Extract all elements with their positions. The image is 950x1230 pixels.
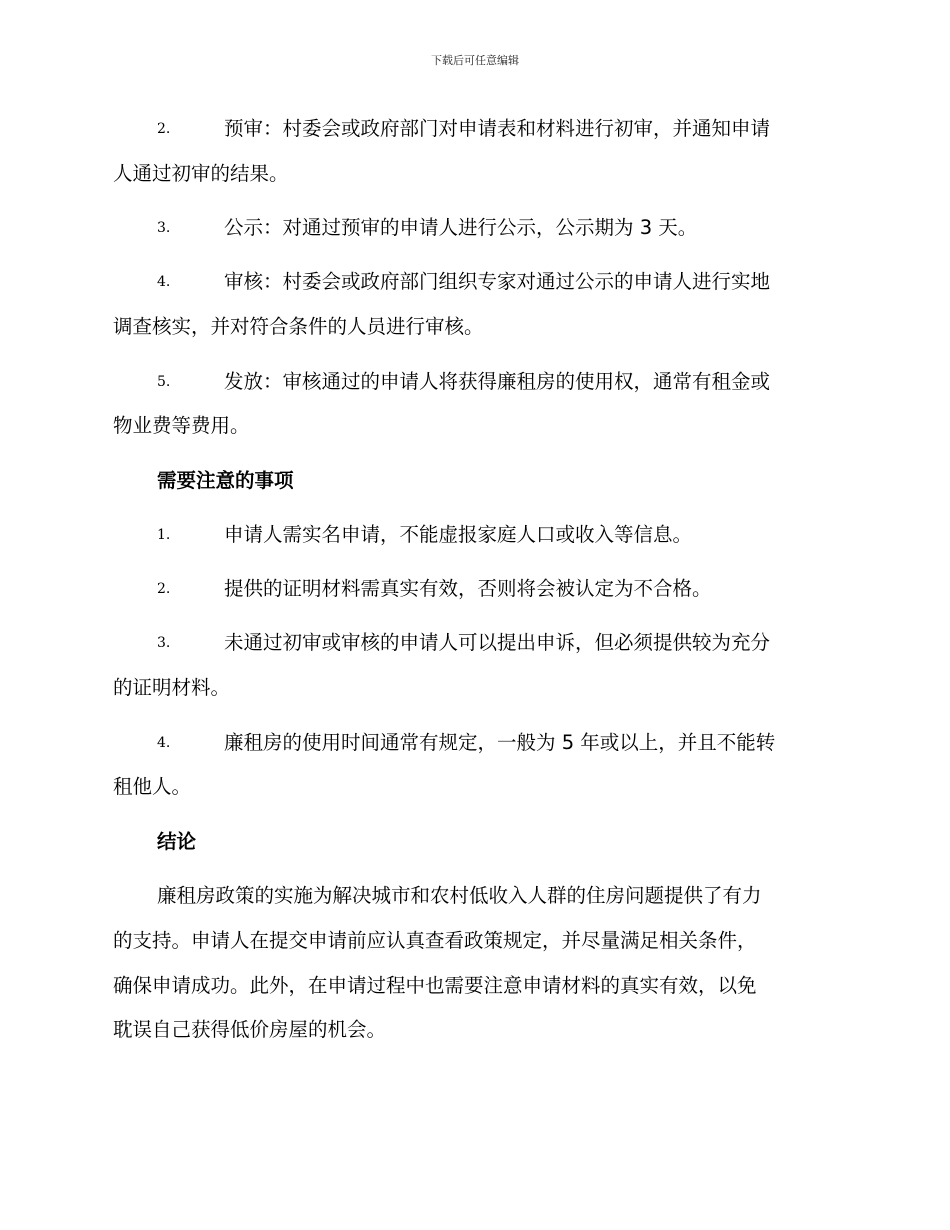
note-text: 提供的证明材料需真实有效，否则将会被认定为不合格。 (224, 577, 712, 600)
step-text: 预审：村委会或政府部门对申请表和材料进行初审，并通知申请 (224, 117, 771, 140)
step-text-continued: 人通过初审的结果。 (113, 162, 289, 185)
note-text-continued: 租他人。 (113, 775, 192, 798)
note-text: 廉租房的使用时间通常有规定，一般为 5 年或以上，并且不能转 (224, 731, 776, 754)
section-heading-notes: 需要注意的事项 (157, 469, 294, 492)
note-number: 1. (157, 527, 171, 543)
step-text: 公示：对通过预审的申请人进行公示，公示期为 3 天。 (224, 216, 698, 239)
step-number: 3. (157, 220, 171, 236)
step-number: 2. (157, 121, 171, 137)
step-text-continued: 调查核实，并对符合条件的人员进行审核。 (113, 315, 484, 338)
conclusion-paragraph-line: 耽误自己获得低价房屋的机会。 (113, 1018, 387, 1041)
step-text: 审核：村委会或政府部门组织专家对通过公示的申请人进行实地 (224, 270, 771, 293)
note-number: 3. (157, 635, 171, 651)
page-header: 下载后可任意编辑 (431, 54, 519, 67)
note-text: 申请人需实名申请，不能虚报家庭人口或收入等信息。 (224, 523, 693, 546)
conclusion-paragraph-line: 廉租房政策的实施为解决城市和农村低收入人群的住房问题提供了有力 (157, 884, 762, 907)
conclusion-paragraph-line: 确保申请成功。此外，在申请过程中也需要注意申请材料的真实有效，以免 (113, 974, 757, 997)
conclusion-paragraph-line: 的支持。申请人在提交申请前应认真查看政策规定，并尽量满足相关条件， (113, 929, 757, 952)
note-number: 4. (157, 735, 171, 751)
step-number: 5. (157, 374, 171, 390)
step-text: 发放：审核通过的申请人将获得廉租房的使用权，通常有租金或 (224, 370, 771, 393)
section-heading-conclusion: 结论 (157, 830, 197, 853)
note-text-continued: 的证明材料。 (113, 676, 231, 699)
note-number: 2. (157, 581, 171, 597)
note-text: 未通过初审或审核的申请人可以提出申诉，但必须提供较为充分 (224, 631, 771, 654)
step-number: 4. (157, 274, 171, 290)
step-text-continued: 物业费等费用。 (113, 414, 250, 437)
